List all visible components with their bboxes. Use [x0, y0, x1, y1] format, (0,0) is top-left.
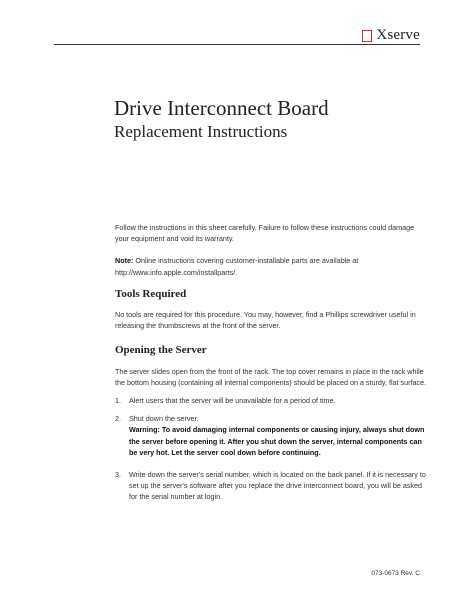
tools-heading: Tools Required	[115, 287, 187, 300]
document-title	[114, 96, 329, 143]
note-label: Note:	[115, 256, 134, 266]
header-brand	[362, 27, 420, 44]
list-item	[115, 413, 427, 458]
list-item	[115, 395, 427, 406]
header-rule	[54, 44, 420, 45]
document-number: 073-0673 Rev. C	[371, 570, 420, 577]
warning-text: Warning: To avoid damaging internal components or causing injury, always shut down the server before opening it. After you shut down the server, internal components can be very hot. Let the server cool down before continuing.	[129, 425, 425, 457]
step-number: 1.	[115, 396, 121, 406]
steps-list	[115, 395, 427, 503]
apple-logo-icon	[362, 30, 372, 42]
intro-paragraph: Follow the instructions in this sheet carefully. Failure to follow these instructions could damage your equipment and void its warranty.	[115, 223, 415, 244]
brand-name: Xserve	[376, 27, 420, 43]
step-text: Alert users that the server will be unavailable for a period of time.	[129, 396, 336, 406]
step-number: 3.	[115, 470, 121, 480]
note-text: Online instructions covering customer-installable parts are available at http://www.info.apple.com/installparts/.	[115, 256, 359, 277]
opening-heading: Opening the Server	[115, 344, 207, 357]
step-text: Shut down the server.	[129, 414, 199, 424]
step-text: Write down the server's serial number, which is located on the back panel. If it is necessary to set up the server's software after you replace the drive interconnect board, you will be asked for the serial number at login.	[129, 470, 426, 502]
opening-paragraph: The server slides open from the front of the rack. The top cover remains in place in the rack while the bottom housing (containing all internal components) should be placed on a sturdy, flat surface.	[115, 366, 427, 387]
title-line-1: Drive Interconnect Board	[114, 96, 329, 120]
title-line-2: Replacement Instructions	[114, 122, 288, 141]
document-body	[115, 222, 427, 510]
note-paragraph	[115, 255, 427, 277]
tools-paragraph: No tools are required for this procedure. You may, however, find a Phillips screwdriver useful in releasing the thumbscrews at the front of the server.	[115, 310, 416, 331]
step-number: 2.	[115, 414, 121, 424]
list-item	[115, 469, 427, 503]
